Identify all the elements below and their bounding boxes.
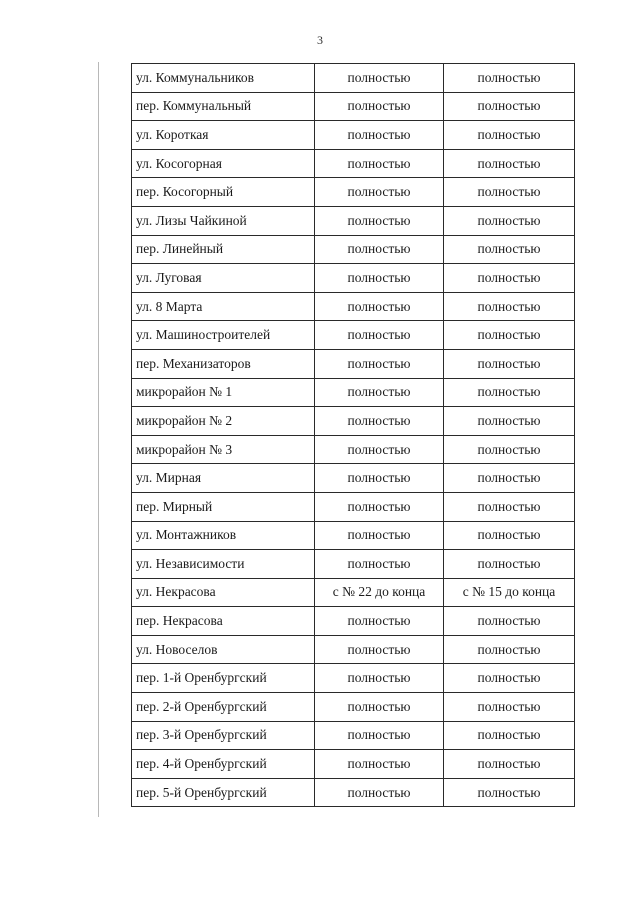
table-row [132, 206, 575, 235]
range-cell-col2: полностью [315, 635, 444, 664]
range-cell-col3: полностью [444, 664, 575, 693]
range-cell-col3: полностью [444, 407, 575, 436]
range-cell-col3: полностью [444, 464, 575, 493]
range-cell-col3: полностью [444, 321, 575, 350]
range-cell-col3: полностью [444, 550, 575, 579]
table-row [132, 464, 575, 493]
margin-line [98, 62, 99, 817]
street-name-cell: пер. Мирный [132, 492, 315, 521]
range-cell-col3: полностью [444, 235, 575, 264]
range-cell-col3: полностью [444, 178, 575, 207]
range-cell-col2: полностью [315, 64, 444, 93]
table-row [132, 435, 575, 464]
range-cell-col3: полностью [444, 92, 575, 121]
table-row [132, 321, 575, 350]
range-cell-col2: полностью [315, 750, 444, 779]
range-cell-col3: полностью [444, 292, 575, 321]
table-row [132, 521, 575, 550]
range-cell-col3: полностью [444, 349, 575, 378]
table-row [132, 550, 575, 579]
range-cell-col3: с № 15 до конца [444, 578, 575, 607]
street-name-cell: ул. Машиностроителей [132, 321, 315, 350]
table-row [132, 292, 575, 321]
range-cell-col3: полностью [444, 121, 575, 150]
street-name-cell: микрорайон № 1 [132, 378, 315, 407]
range-cell-col2: полностью [315, 378, 444, 407]
street-name-cell: пер. 1-й Оренбургский [132, 664, 315, 693]
street-name-cell: ул. Коммунальников [132, 64, 315, 93]
table-row [132, 778, 575, 807]
range-cell-col2: полностью [315, 492, 444, 521]
table-row [132, 607, 575, 636]
range-cell-col2: полностью [315, 407, 444, 436]
street-name-cell: ул. Независимости [132, 550, 315, 579]
range-cell-col3: полностью [444, 778, 575, 807]
street-name-cell: ул. Новоселов [132, 635, 315, 664]
street-name-cell: пер. Косогорный [132, 178, 315, 207]
range-cell-col2: полностью [315, 235, 444, 264]
table-row [132, 635, 575, 664]
range-cell-col2: полностью [315, 349, 444, 378]
range-cell-col2: полностью [315, 607, 444, 636]
range-cell-col2: полностью [315, 264, 444, 293]
range-cell-col3: полностью [444, 607, 575, 636]
range-cell-col3: полностью [444, 521, 575, 550]
table-row [132, 121, 575, 150]
table-row [132, 235, 575, 264]
street-name-cell: ул. 8 Марта [132, 292, 315, 321]
table-row [132, 721, 575, 750]
range-cell-col2: полностью [315, 206, 444, 235]
range-cell-col3: полностью [444, 693, 575, 722]
table-row [132, 149, 575, 178]
street-name-cell: пер. 4-й Оренбургский [132, 750, 315, 779]
street-name-cell: ул. Некрасова [132, 578, 315, 607]
range-cell-col3: полностью [444, 64, 575, 93]
street-name-cell: пер. 2-й Оренбургский [132, 693, 315, 722]
range-cell-col2: полностью [315, 664, 444, 693]
street-name-cell: ул. Лизы Чайкиной [132, 206, 315, 235]
table-row [132, 578, 575, 607]
table-row [132, 407, 575, 436]
table-row [132, 349, 575, 378]
street-name-cell: ул. Монтажников [132, 521, 315, 550]
range-cell-col2: полностью [315, 464, 444, 493]
street-name-cell: пер. 3-й Оренбургский [132, 721, 315, 750]
range-cell-col2: полностью [315, 321, 444, 350]
range-cell-col3: полностью [444, 635, 575, 664]
range-cell-col2: полностью [315, 149, 444, 178]
street-name-cell: пер. Линейный [132, 235, 315, 264]
table-row [132, 264, 575, 293]
range-cell-col3: полностью [444, 750, 575, 779]
range-cell-col2: полностью [315, 693, 444, 722]
street-name-cell: микрорайон № 2 [132, 407, 315, 436]
street-name-cell: пер. 5-й Оренбургский [132, 778, 315, 807]
range-cell-col3: полностью [444, 378, 575, 407]
table-row [132, 750, 575, 779]
streets-table [131, 63, 575, 807]
range-cell-col2: полностью [315, 435, 444, 464]
range-cell-col2: полностью [315, 292, 444, 321]
table-row [132, 378, 575, 407]
range-cell-col3: полностью [444, 206, 575, 235]
street-name-cell: пер. Коммунальный [132, 92, 315, 121]
street-name-cell: микрорайон № 3 [132, 435, 315, 464]
range-cell-col3: полностью [444, 721, 575, 750]
range-cell-col2: полностью [315, 121, 444, 150]
table-row [132, 492, 575, 521]
range-cell-col2: с № 22 до конца [315, 578, 444, 607]
table-row [132, 693, 575, 722]
table-row [132, 92, 575, 121]
table-row [132, 64, 575, 93]
table-row [132, 178, 575, 207]
range-cell-col3: полностью [444, 435, 575, 464]
range-cell-col2: полностью [315, 778, 444, 807]
range-cell-col3: полностью [444, 264, 575, 293]
table-row [132, 664, 575, 693]
street-name-cell: ул. Мирная [132, 464, 315, 493]
range-cell-col3: полностью [444, 149, 575, 178]
range-cell-col2: полностью [315, 550, 444, 579]
street-name-cell: ул. Луговая [132, 264, 315, 293]
streets-table-body [132, 64, 575, 807]
street-name-cell: пер. Механизаторов [132, 349, 315, 378]
page-number: 3 [317, 33, 323, 47]
range-cell-col2: полностью [315, 521, 444, 550]
range-cell-col2: полностью [315, 178, 444, 207]
range-cell-col2: полностью [315, 92, 444, 121]
street-name-cell: пер. Некрасова [132, 607, 315, 636]
range-cell-col3: полностью [444, 492, 575, 521]
street-name-cell: ул. Косогорная [132, 149, 315, 178]
range-cell-col2: полностью [315, 721, 444, 750]
street-name-cell: ул. Короткая [132, 121, 315, 150]
